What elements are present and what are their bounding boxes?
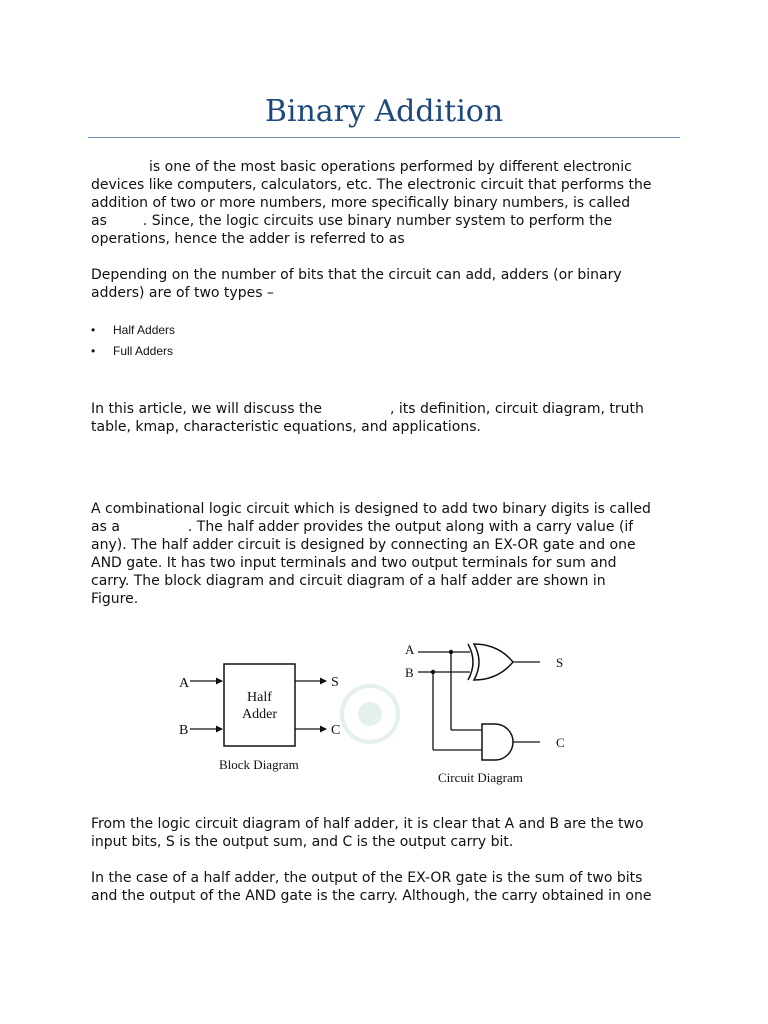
definition-line-6: Figure.	[91, 591, 139, 607]
block-diagram-caption: Block Diagram	[219, 757, 299, 772]
explain-line-2: input bits, S is the output sum, and C is the output carry bit.	[91, 834, 514, 850]
bullet-icon: •	[91, 323, 96, 337]
watermark-logo	[342, 686, 398, 742]
and-gate	[482, 724, 513, 760]
intro-line-5: operations, hence the adder is referred to as	[91, 231, 405, 247]
definition-line-1: A combinational logic circuit which is designed to add two binary digits is called	[91, 501, 651, 517]
circuit-diagram	[405, 642, 565, 785]
xor-note-line-1: In the case of a half adder, the output of the EX-OR gate is the sum of two bits	[91, 870, 643, 886]
types-line-2: adders) are of two types –	[91, 285, 274, 301]
block-diagram	[179, 664, 340, 772]
definition-line-2: as a . The half adder provides the output along with a carry value (if	[91, 519, 634, 535]
half-adder-box-line-2: Adder	[242, 707, 277, 722]
article-paragraph	[91, 400, 681, 436]
block-input-b-label: B	[179, 723, 189, 738]
definition-line-4: AND gate. It has two input terminals and two output terminals for sum and	[91, 555, 617, 571]
types-line-1: Depending on the number of bits that the circuit can add, adders (or binary	[91, 267, 622, 283]
article-line-1: In this article, we will discuss the , its definition, circuit diagram, truth	[91, 401, 644, 417]
intro-line-4: as . Since, the logic circuits use binary number system to perform the	[91, 213, 613, 229]
definition-line-5: carry. The block diagram and circuit diagram of a half adder are shown in	[91, 573, 606, 589]
circuit-diagram-caption: Circuit Diagram	[438, 770, 523, 785]
half-adder-box-line-1: Half	[247, 690, 272, 705]
explanation-paragraph	[91, 815, 681, 851]
article-line-2: table, kmap, characteristic equations, and applications.	[91, 419, 481, 435]
types-paragraph	[91, 266, 681, 302]
intro-paragraph	[91, 158, 681, 248]
xor-note-paragraph	[91, 869, 681, 905]
circuit-output-s-label: S	[556, 655, 564, 670]
page-title: Binary Addition	[264, 94, 504, 129]
adder-types-list	[91, 322, 175, 364]
circuit-input-a-label: A	[405, 642, 415, 657]
list-item: • Full Adders	[91, 344, 174, 358]
title-underline	[88, 137, 680, 138]
list-item: • Half Adders	[91, 323, 176, 337]
circuit-input-b-label: B	[405, 665, 414, 680]
block-output-c-label: C	[331, 723, 341, 738]
block-input-a-label: A	[179, 676, 190, 691]
half-adder-box	[224, 664, 295, 746]
definition-paragraph	[91, 500, 681, 608]
circuit-output-c-label: C	[556, 735, 565, 750]
definition-line-3: any). The half adder circuit is designed by connecting an EX-OR gate and one	[91, 537, 636, 553]
intro-line-1: is one of the most basic operations performed by different electronic	[149, 159, 632, 175]
xor-note-line-2: and the output of the AND gate is the carry. Although, the carry obtained in one	[91, 888, 652, 904]
bullet-icon: •	[91, 344, 96, 358]
block-output-s-label: S	[331, 675, 339, 690]
half-adder-figure	[165, 634, 595, 794]
intro-line-2: devices like computers, calculators, etc. The electronic circuit that performs the	[91, 177, 652, 193]
intro-line-3: addition of two or more numbers, more specifically binary numbers, is called	[91, 195, 631, 211]
xor-gate	[468, 644, 513, 680]
explain-line-1: From the logic circuit diagram of half adder, it is clear that A and B are the two	[91, 816, 644, 832]
